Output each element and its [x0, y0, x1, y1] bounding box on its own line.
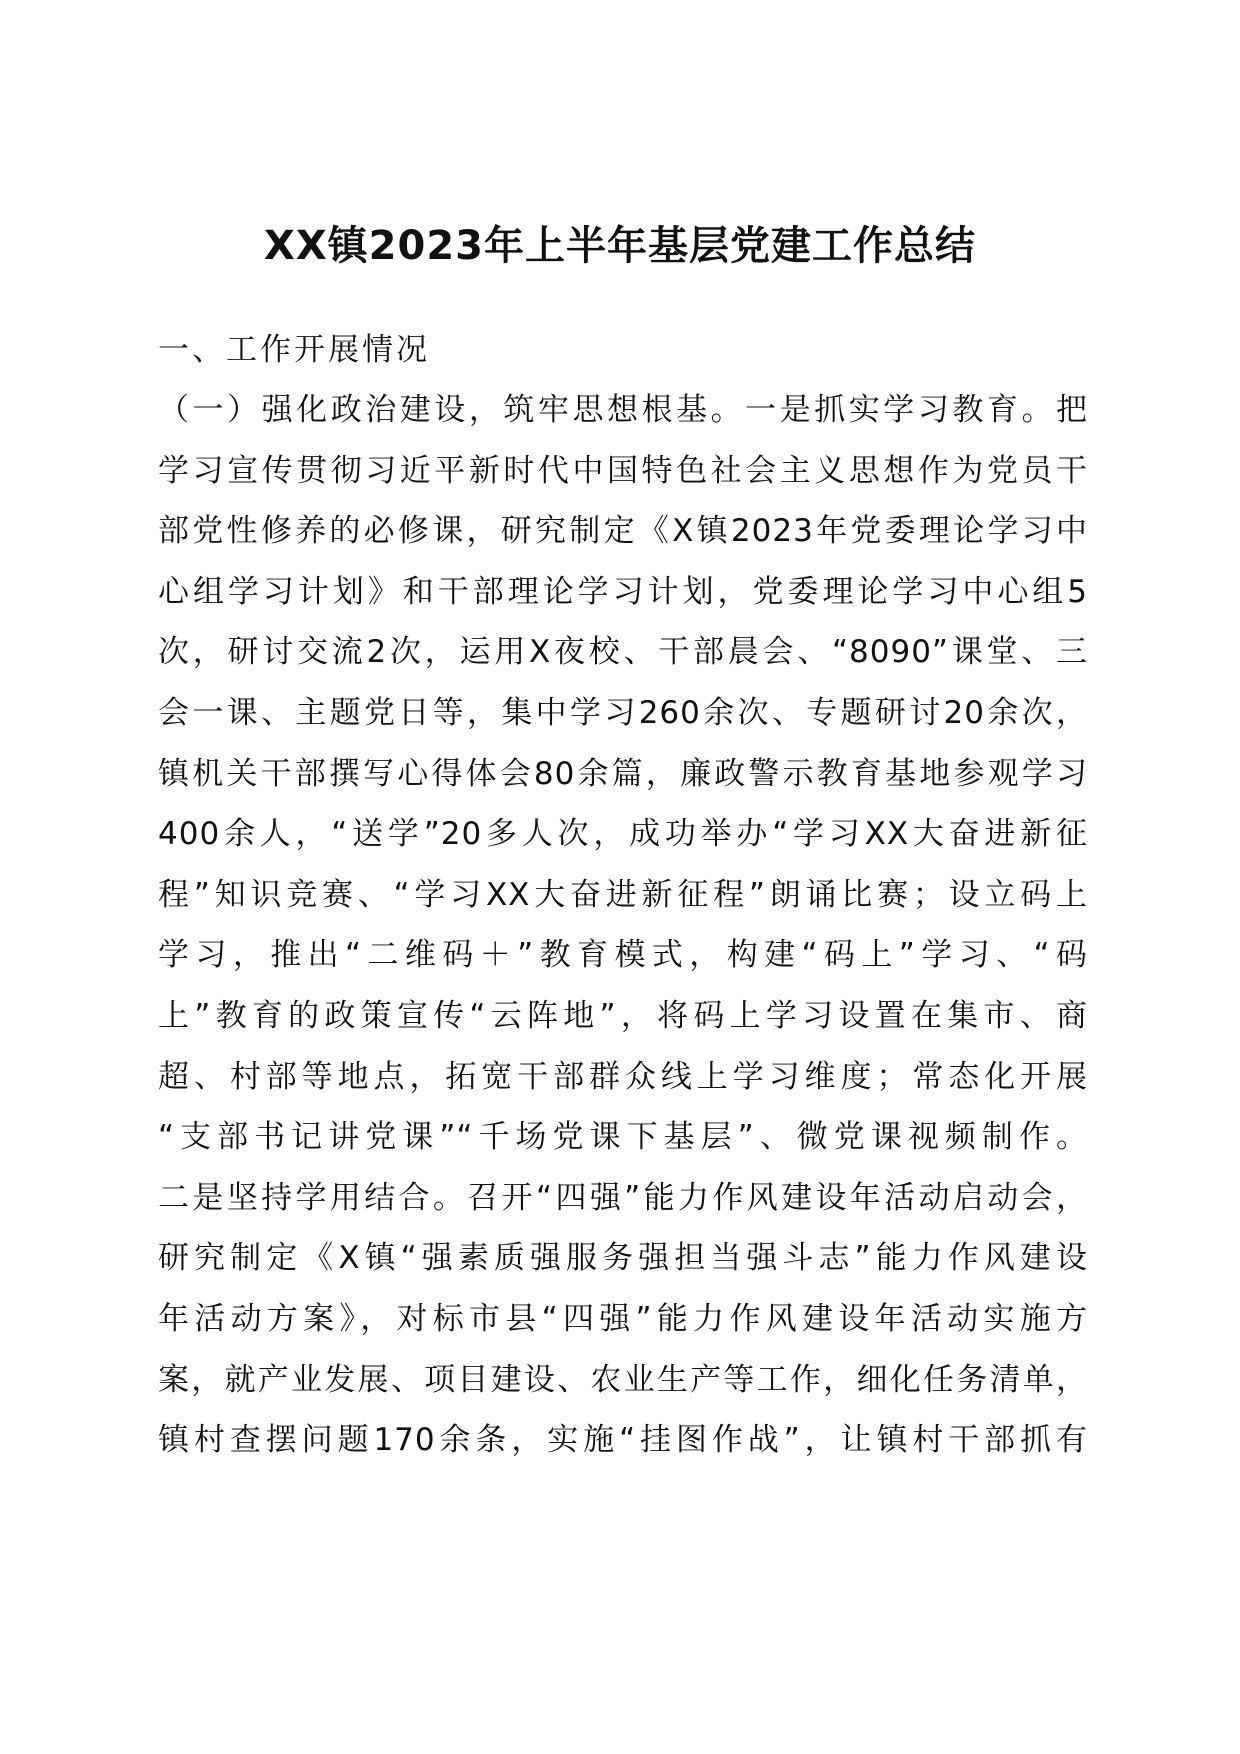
body-line: 心组学习计划》和干部理论学习计划，党委理论学习中心组5	[158, 573, 1088, 610]
body-line: 案，就产业发展、项目建设、农业生产等工作，细化任务清单，	[158, 1361, 1088, 1398]
document-title: XX镇2023年上半年基层党建工作总结	[263, 223, 976, 269]
body-line: 部党性修养的必修课，研究制定《X镇2023年党委理论学习中	[158, 513, 1088, 550]
body-line: 镇机关干部撰写心得体会80余篇，廉政警示教育基地参观学习	[158, 755, 1088, 792]
body-line: “支部书记讲党课”“千场党课下基层”、微党课视频制作。	[158, 1119, 1088, 1156]
body-line: 学习宣传贯彻习近平新时代中国特色社会主义思想作为党员干	[158, 452, 1088, 489]
body-line: 400余人，“送学”20多人次，成功举办“学习XX大奋进新征	[158, 816, 1088, 853]
body-line: 超、村部等地点，拓宽干部群众线上学习维度；常态化开展	[158, 1058, 1088, 1095]
body-line: 二是坚持学用结合。召开“四强”能力作风建设年活动启动会，	[158, 1179, 1088, 1216]
body-line: 镇村查摆问题170余条，实施“挂图作战”，让镇村干部抓有	[158, 1422, 1088, 1459]
body-line: 上”教育的政策宣传“云阵地”，将码上学习设置在集市、商	[158, 997, 1088, 1034]
body-line: 次，研讨交流2次，运用X夜校、干部晨会、“8090”课堂、三	[158, 634, 1088, 671]
body-line: 年活动方案》，对标市县“四强”能力作风建设年活动实施方	[158, 1300, 1088, 1337]
body-text	[158, 380, 1088, 1471]
body-line: （一）强化政治建设，筑牢思想根基。一是抓实学习教育。把	[158, 392, 1088, 428]
body-line: 程”知识竞赛、“学习XX大奋进新征程”朗诵比赛；设立码上	[158, 876, 1088, 913]
body-line: 学习，推出“二维码＋”教育模式，构建“码上”学习、“码	[158, 937, 1088, 974]
body-line: 研究制定《X镇“强素质强服务强担当强斗志”能力作风建设	[158, 1240, 1088, 1277]
body-line: 会一课、主题党日等，集中学习260余次、专题研讨20余次，	[158, 694, 1088, 731]
section-heading: 一、工作开展情况	[158, 332, 430, 368]
